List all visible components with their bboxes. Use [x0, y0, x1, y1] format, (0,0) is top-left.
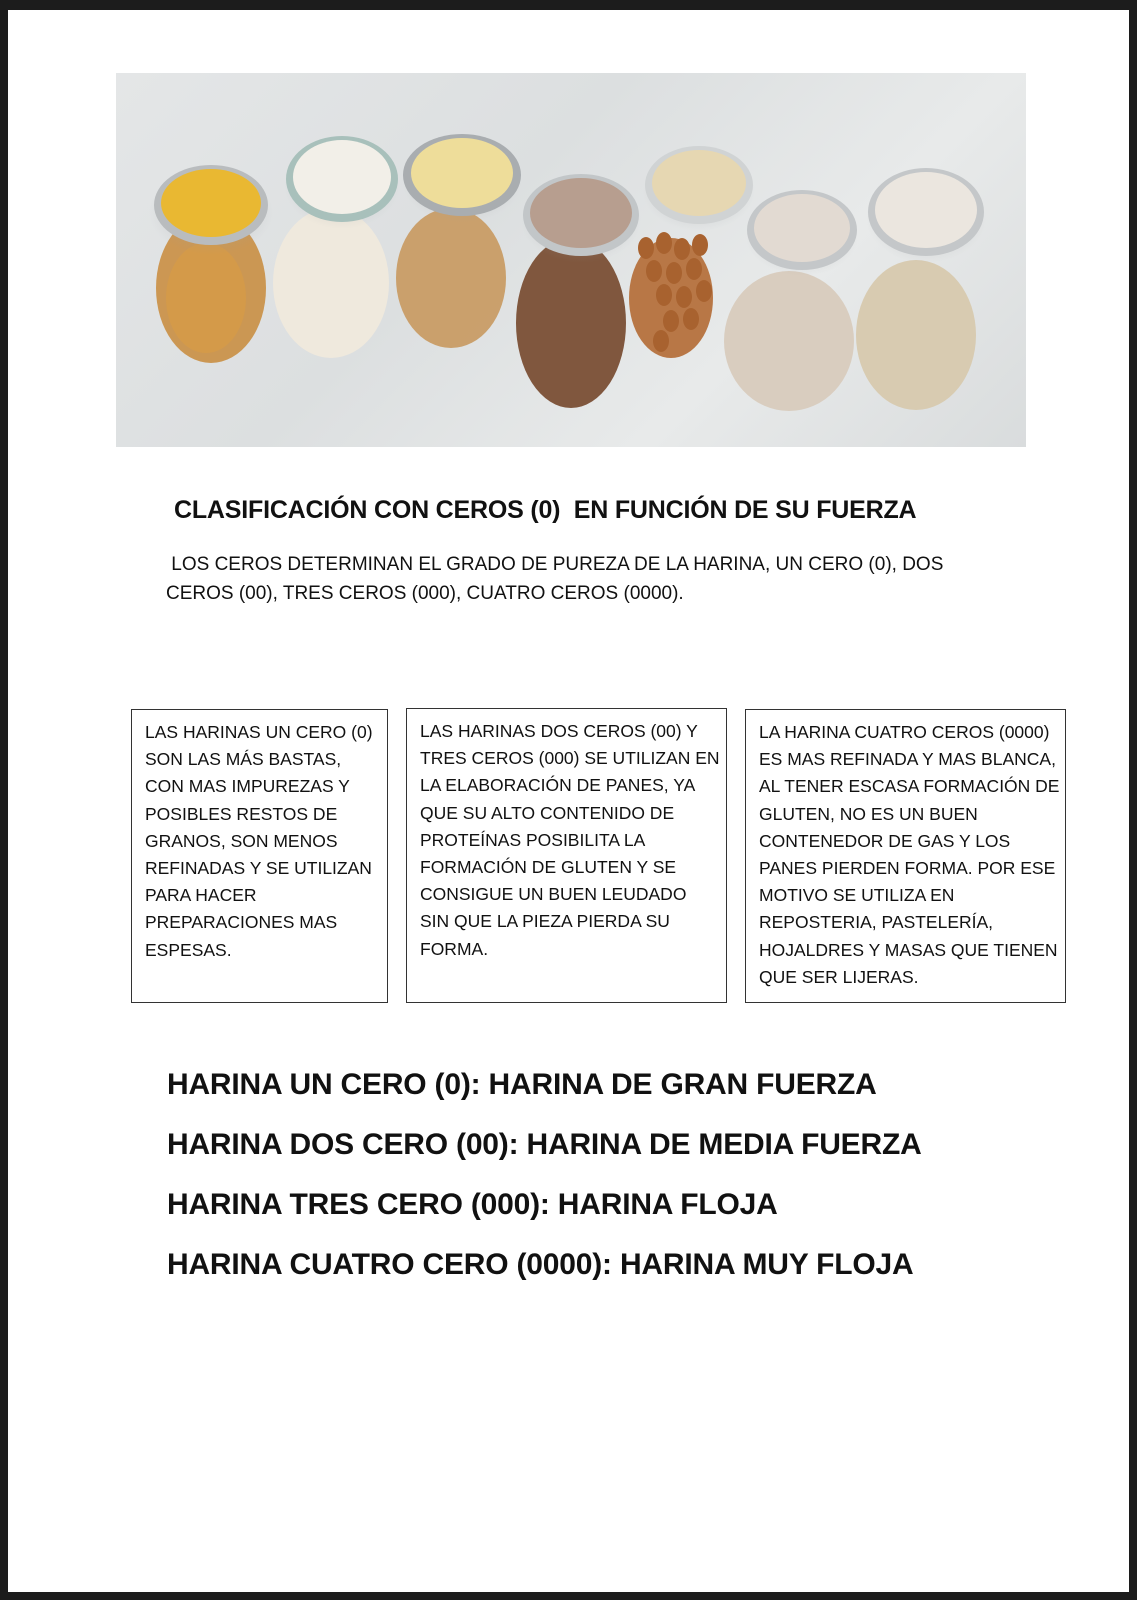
oat-flour	[754, 194, 850, 262]
corn-flour	[161, 169, 261, 237]
box-line: SIN QUE LA PIEZA PIERDA SU	[420, 911, 670, 932]
box-line: CONSIGUE UN BUEN LEUDADO	[420, 884, 687, 905]
flour-bowls-photo	[116, 73, 1026, 447]
box-one-zero	[131, 709, 388, 1003]
box-line: QUE SU ALTO CONTENIDO DE	[420, 802, 675, 823]
quinoa-flour	[875, 172, 977, 248]
box-line: FORMA.	[420, 938, 489, 959]
box-line: TRES CEROS (000) SE UTILIZAN EN	[420, 748, 720, 769]
box-line: REFINADAS Y SE UTILIZAN	[145, 858, 372, 879]
box-line: HOJALDRES Y MASAS QUE TIENEN	[759, 939, 1058, 960]
box-line: CON MAS IMPUREZAS Y	[145, 776, 350, 797]
flour-strength-list	[167, 1065, 922, 1305]
box-line: LA HARINA CUATRO CEROS (0000)	[759, 722, 1050, 742]
box-line: QUE SER LIJERAS.	[759, 966, 919, 987]
box-line: PREPARACIONES MAS	[145, 912, 338, 933]
box-line: ES MAS REFINADA Y MAS BLANCA,	[759, 749, 1056, 770]
box-line: SON LAS MÁS BASTAS,	[145, 749, 342, 770]
buckwheat-flour	[530, 178, 632, 248]
box-line: PROTEÍNAS POSIBILITA LA	[420, 829, 646, 850]
box-line: ESPESAS.	[145, 939, 232, 960]
box-line: AL TENER ESCASA FORMACIÓN DE	[759, 776, 1060, 797]
box-line: LAS HARINAS UN CERO (0)	[145, 722, 373, 742]
box-four-zeros	[745, 709, 1066, 1003]
intro-line: LOS CEROS DETERMINAN EL GRADO DE PUREZA DE LA HARINA, UN CERO (0), DOS	[166, 554, 944, 575]
intro-paragraph	[166, 550, 966, 608]
list-item: HARINA DOS CERO (00): HARINA DE MEDIA FUERZA	[167, 1128, 922, 1161]
list-item: HARINA UN CERO (0): HARINA DE GRAN FUERZA	[167, 1068, 877, 1101]
list-item: HARINA TRES CERO (000): HARINA FLOJA	[167, 1188, 778, 1221]
chickpea-flour	[411, 138, 513, 208]
box-line: CONTENEDOR DE GAS Y LOS	[759, 830, 1011, 851]
box-line: LA ELABORACIÓN DE PANES, YA	[420, 775, 696, 796]
box-line: LAS HARINAS DOS CEROS (00) Y	[420, 721, 698, 741]
box-line: MOTIVO SE UTILIZA EN	[759, 885, 955, 906]
white-flour	[293, 140, 391, 214]
box-two-three-zeros	[406, 708, 727, 1003]
list-item: HARINA CUATRO CERO (0000): HARINA MUY FLOJA	[167, 1248, 914, 1281]
page-title: CLASIFICACIÓN CON CEROS (0) EN FUNCIÓN DE SU FUERZA	[174, 496, 917, 524]
box-line: POSIBLES RESTOS DE	[145, 803, 338, 824]
box-line: PARA HACER	[145, 885, 257, 906]
almond-flour	[652, 150, 746, 216]
box-line: REPOSTERIA, PASTELERÍA,	[759, 912, 994, 933]
box-line: GLUTEN, NO ES UN BUEN	[759, 803, 978, 824]
box-line: GRANOS, SON MENOS	[145, 830, 338, 851]
bowls	[149, 134, 986, 276]
flour-bowls-illustration	[116, 73, 1026, 447]
intro-line: CEROS (00), TRES CEROS (000), CUATRO CEROS (0000).	[166, 583, 684, 604]
box-line: PANES PIERDEN FORMA. POR ESE	[759, 858, 1056, 879]
box-line: FORMACIÓN DE GLUTEN Y SE	[420, 857, 677, 878]
document-page	[8, 10, 1129, 1592]
